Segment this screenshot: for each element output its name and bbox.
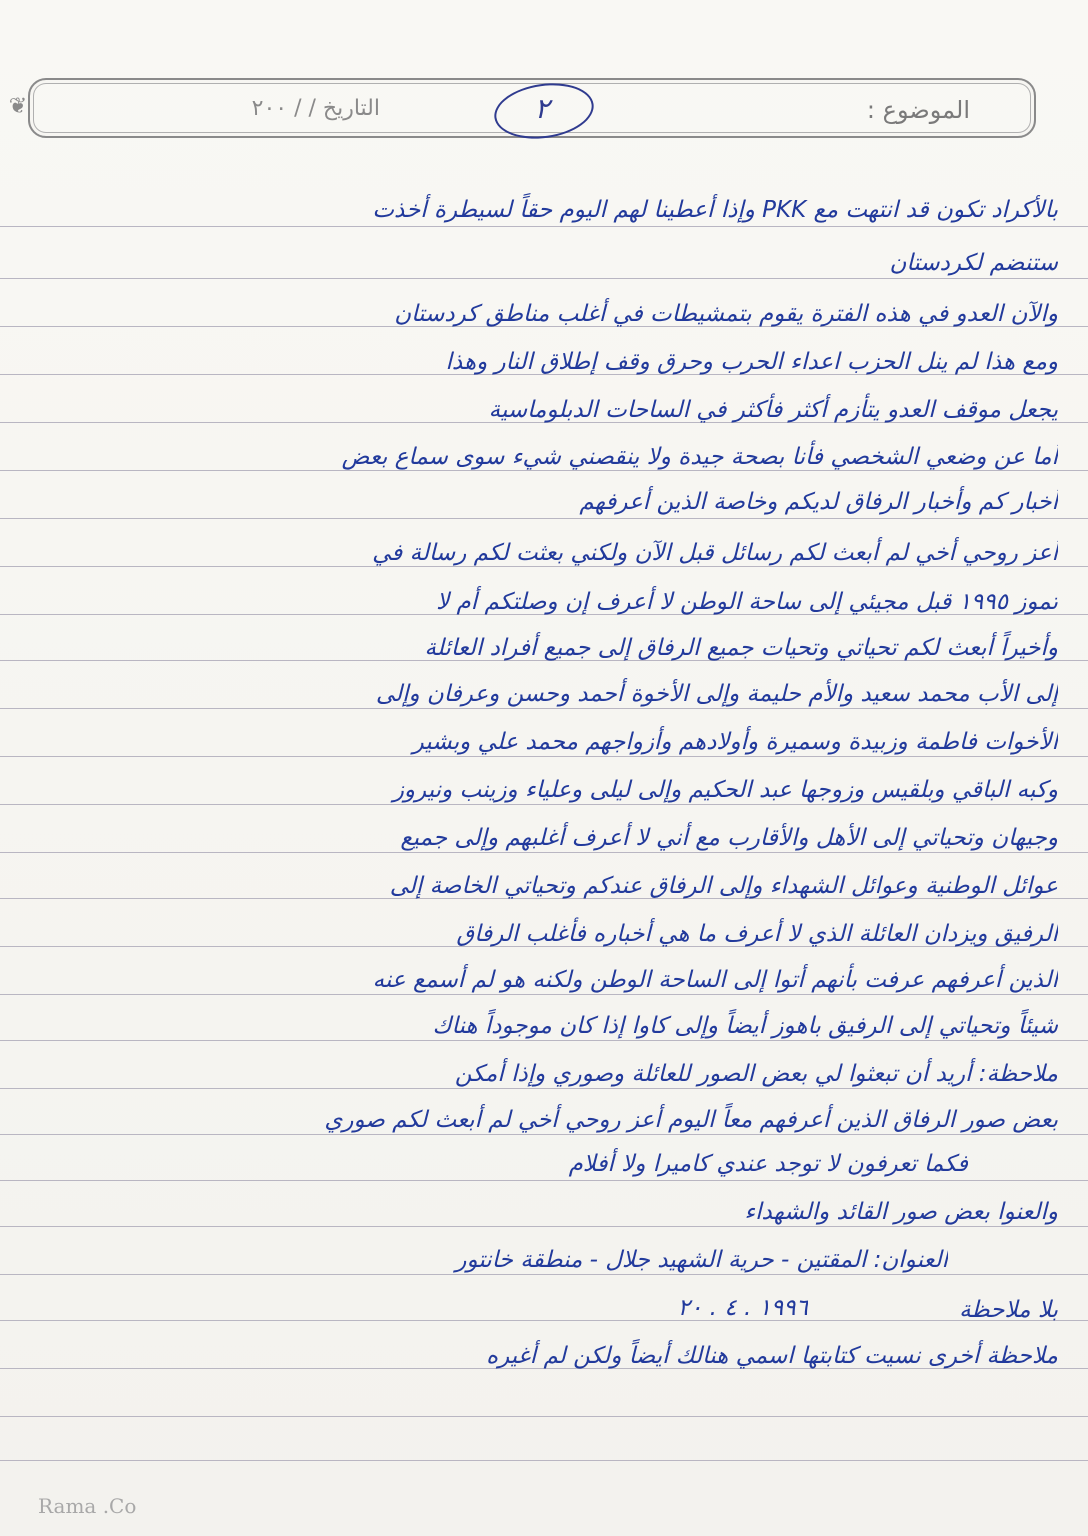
letter-line: أما عن وضعي الشخصي فأنا بصحة جيدة ولا ينقصني شيء سوى سماع بعض [341, 444, 1058, 470]
letter-line: يجعل موقف العدو يتأزم أكثر فأكثر في الساحات الدبلوماسية [488, 397, 1058, 423]
page-number: ٢ [534, 92, 550, 125]
subject-label: الموضوع : [866, 96, 970, 124]
letter-line: وجيهان وتحياتي إلى الأهل والأقارب مع أني لا أعرف أغلبهم وإلى جميع [400, 825, 1058, 851]
letter-line: تموز ١٩٩٥ قبل مجيئي إلى ساحة الوطن لا أعرف إن وصلتكم أم لا [436, 589, 1058, 615]
ruled-line [0, 1416, 1088, 1417]
letter-line: ملاحظة: أريد أن تبعثوا لي بعض الصور للعائلة وصوري وإذا أمكن [454, 1061, 1058, 1087]
letter-line: ومع هذا لم ينل الحزب اعداء الحرب وحرق وقف إطلاق النار وهذا [445, 349, 1058, 375]
ruled-line [0, 1460, 1088, 1461]
letter-line: أخبار كم وأخبار الرفاق لديكم وخاصة الذين أعرفهم [579, 489, 1058, 515]
letter-line: بعض صور الرفاق الذين أعرفهم معاً اليوم أعز روحي أخي لم أبعث لكم صوري [324, 1107, 1058, 1133]
letter-line: بالأكراد تكون قد انتهت مع PKK وإذا أعطينا لهم اليوم حقاً لسيطرة أخذت [372, 197, 1058, 223]
header-ornament-icon: ❦ [8, 94, 28, 119]
letter-line: وكبه الباقي وبلقيس وزوجها عبد الحكيم وإلى ليلى وعلياء وزينب ونيروز [392, 777, 1058, 803]
letter-line: الرفيق ويزدان العائلة الذي لا أعرف ما هي أخباره فأغلب الرفاق [456, 921, 1058, 947]
letter-line: وأخيراً أبعث لكم تحياتي وتحيات جميع الرفاق إلى جميع أفراد العائلة [424, 635, 1058, 661]
date-line: ١٩٩٦ . ٤ . ٢٠ [677, 1295, 808, 1321]
watermark: Rama .Co [38, 1494, 137, 1518]
letter-line: الأخوات فاطمة وزبيدة وسميرة وأولادهم وأزواجهم محمد علي وبشير [412, 729, 1058, 755]
letter-line: عوائل الوطنية وعوائل الشهداء وإلى الرفاق عندكم وتحياتي الخاصة إلى [389, 873, 1058, 899]
letter-line: والآن العدو في هذه الفترة يقوم بتمشيطات في أغلب مناطق كردستان [394, 301, 1058, 327]
letter-line: والعنوا بعض صور القائد والشهداء [744, 1199, 1058, 1225]
letter-line: أعز روحي أخي لم أبعث لكم رسائل قبل الآن ولكني بعثت لكم رسالة في [372, 540, 1058, 566]
note-label: بلا ملاحظة [959, 1297, 1058, 1323]
letter-line: ملاحظة أخرى نسيت كتابتها اسمي هنالك أيضاً ولكن لم أغيره [486, 1343, 1058, 1369]
letter-line: الذين أعرفهم عرفت بأنهم أتوا إلى الساحة الوطن ولكنه هو لم أسمع عنه [372, 967, 1058, 993]
letter-line: إلى الأب محمد سعيد والأم حليمة وإلى الأخوة أحمد وحسن وعرفان وإلى [375, 681, 1058, 707]
letter-line: فكما تعرفون لا توجد عندي كاميرا ولا أفلام [568, 1151, 968, 1177]
letter-line: ستنضم لكردستان [889, 250, 1058, 276]
date-label: التاريخ / / ٢٠٠ [251, 96, 380, 121]
letter-line: شيئاً وتحياتي إلى الرفيق باهوز أيضاً وإلى كاوا إذا كان موجوداً هناك [432, 1013, 1058, 1039]
address-line: العنوان: المقتين - حرية الشهيد جلال - منطقة خانتور [455, 1247, 948, 1273]
